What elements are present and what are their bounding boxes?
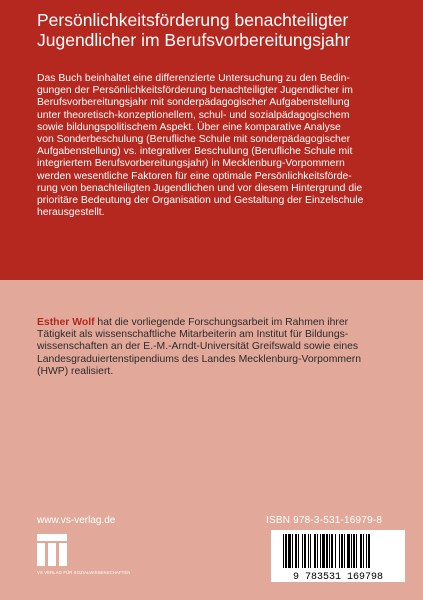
barcode-bar — [317, 534, 318, 568]
barcode-bar — [283, 534, 284, 568]
author-name: Esther Wolf — [37, 317, 95, 328]
barcode-bar — [310, 534, 311, 568]
description-line: gungen der Persönlichkeitsförderung benachteiligter Jugendlicher im — [37, 85, 353, 97]
barcode-bar — [292, 534, 293, 568]
author-bio-first-line: hat die vorliegende Forschungsarbeit im Rahmen ihrer — [94, 317, 349, 328]
barcode-bar — [353, 534, 355, 568]
barcode-bar — [320, 534, 321, 568]
author-bio — [37, 317, 412, 378]
barcode-bar — [363, 534, 364, 568]
title-line: Persönlichkeitsförderung benachteiligter — [37, 10, 349, 30]
publisher-logo-icon — [37, 534, 67, 571]
author-bio-line: Tätigkeit als wissenschaftliche Mitarbeiterin am Institut für Bildungs- — [37, 329, 349, 341]
barcode-bar — [329, 534, 330, 568]
barcode-bar — [341, 534, 343, 568]
barcode-bar — [285, 534, 287, 568]
barcode-bar — [322, 534, 325, 568]
barcode-bar — [314, 534, 316, 568]
barcode-bar — [326, 534, 328, 568]
author-bio-line: wissenschaften an der E.-M.-Arndt-Universität Greifswald sowie eines — [37, 341, 359, 353]
barcode-bar — [368, 534, 370, 568]
book-title — [37, 10, 407, 50]
barcode-bar — [351, 534, 352, 568]
author-bio-line: Landesgraduiertenstipendiums des Landes Mecklenburg-Vorpommern — [37, 353, 362, 365]
description-line: unter theoretisch-konzeptionellem, schul- und sozialpädagogischem — [37, 109, 350, 121]
barcode-bar — [304, 534, 306, 568]
barcode-bar — [344, 534, 345, 568]
description-line: sowie bildungspolitischem Aspekt. Über eine komparative Analyse — [37, 121, 341, 133]
description-line: Berufsvorbereitungsjahr mit sonderpädagogischer Aufgabenstellung — [37, 97, 350, 109]
barcode-bar — [331, 534, 333, 568]
description-line: Das Buch beinhaltet eine differenzierte Untersuchung zu den Bedin- — [37, 73, 350, 84]
publisher-name: VS VERLAG FÜR SOZIALWISSENSCHAFTEN — [37, 570, 131, 575]
top-panel — [0, 0, 423, 280]
barcode-bar — [356, 534, 357, 568]
description-line: rung von benachteiligten Jugendlichen und vor diesem Hintergrund die — [37, 182, 363, 194]
title-line: Jugendlicher im Berufsvorbereitungsjahr — [37, 30, 351, 50]
barcode-digits: 9 783531 169798 — [292, 572, 384, 582]
description-line: integriertem Berufsvorbereitungsjahr) in Mecklenburg-Vorpommern — [37, 158, 345, 170]
description-line: werden wesentliche Faktoren für eine optimale Persönlichkeitsförde- — [37, 170, 352, 182]
author-bio-line: (HWP) realisiert. — [37, 365, 114, 377]
barcode-bar — [360, 534, 362, 568]
barcode-bar — [339, 534, 340, 568]
barcode-bar — [302, 534, 303, 568]
barcode-bar — [335, 534, 336, 568]
publisher-website[interactable]: www.vs-verlag.de — [37, 515, 116, 526]
barcode-bar — [308, 534, 309, 568]
isbn-number: ISBN 978-3-531-16979-8 — [266, 515, 383, 526]
description-line: herausgestellt. — [37, 207, 105, 219]
description-line: Aufgabenstellung) vs. integrativer Beschulung (Berufliche Schule mit — [37, 146, 353, 158]
author-bio-line — [37, 317, 412, 329]
barcode-bar — [288, 534, 291, 568]
barcode-bar — [295, 534, 297, 568]
barcode-icon — [271, 530, 405, 582]
description-line: von Sonderbeschulung (Berufliche Schule mit sonderpädagogischer — [37, 134, 351, 146]
description-line: prioritäre Bedeutung der Organisation und Gestaltung der Einzelschule — [37, 195, 364, 207]
barcode-bar — [347, 534, 350, 568]
barcode-bar — [366, 534, 367, 568]
book-description — [37, 73, 412, 219]
barcode-bar — [298, 534, 299, 568]
